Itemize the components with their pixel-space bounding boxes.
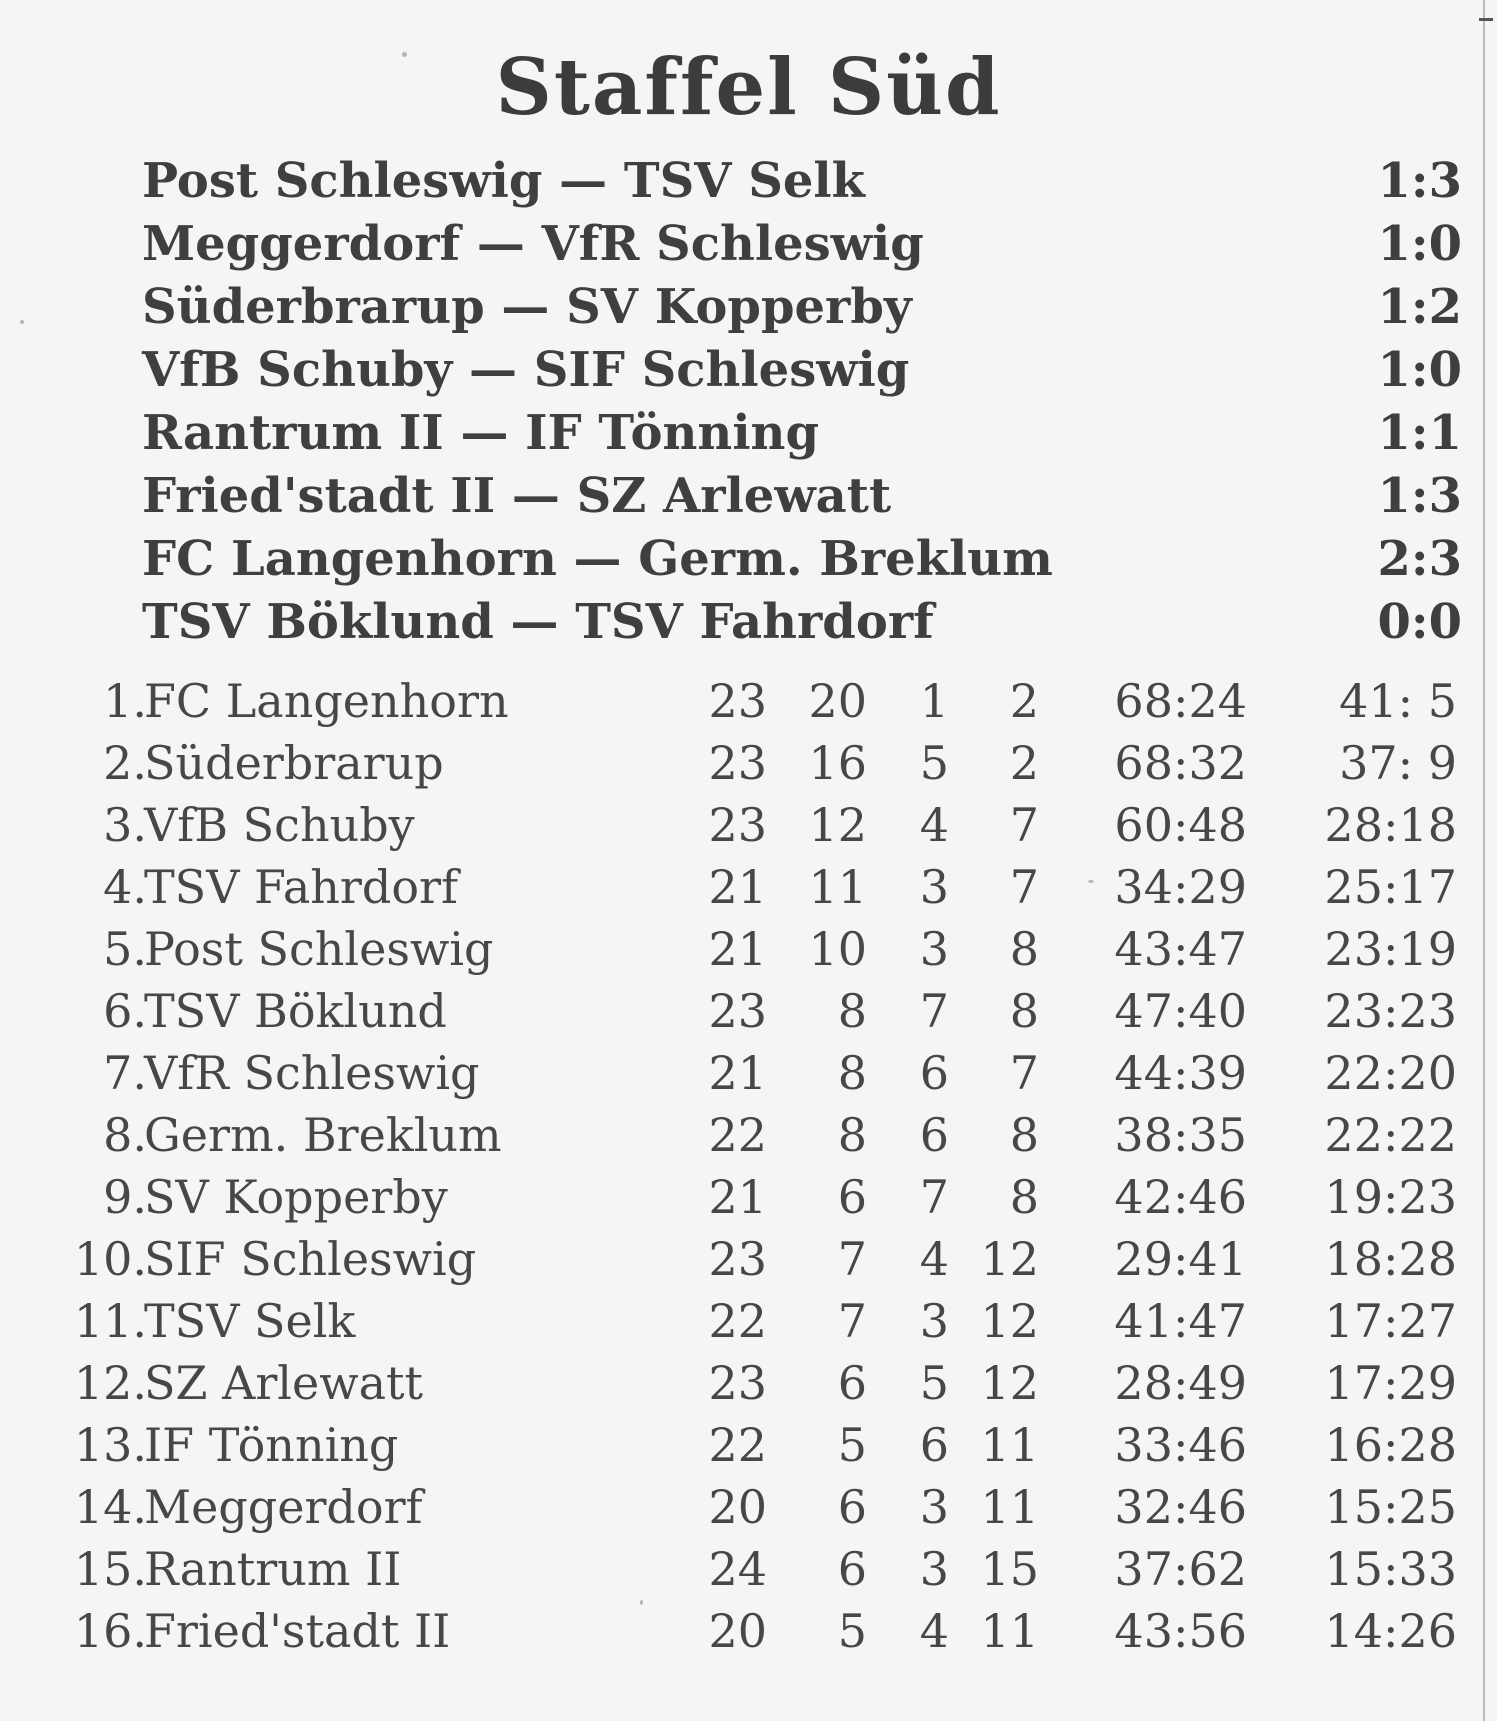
- result-fixture: Rantrum II — IF Tönning: [142, 405, 820, 461]
- standing-won: 16: [808, 736, 867, 790]
- result-score: 1:2: [1377, 279, 1462, 335]
- standing-rank: 8.: [103, 1108, 147, 1162]
- standing-rank: 3.: [103, 798, 147, 852]
- standing-goals: 44:39: [1114, 1046, 1247, 1100]
- result-score: 1:3: [1377, 468, 1462, 524]
- standing-lost: 2: [1009, 736, 1039, 790]
- standing-team: SIF Schleswig: [144, 1232, 477, 1286]
- standing-played: 22: [708, 1108, 767, 1162]
- result-fixture: Fried'stadt II — SZ Arlewatt: [142, 468, 892, 524]
- result-row: [142, 402, 1462, 465]
- standing-team: IF Tönning: [144, 1418, 399, 1472]
- table-row: [0, 1228, 1497, 1290]
- standing-points: 22:20: [1324, 1046, 1457, 1100]
- table-row: [0, 1538, 1497, 1600]
- standing-drawn: 3: [919, 922, 949, 976]
- standing-lost: 8: [1009, 1108, 1039, 1162]
- standing-points: 37: 9: [1339, 736, 1457, 790]
- result-row: [142, 591, 1462, 654]
- standing-drawn: 6: [919, 1046, 949, 1100]
- standing-played: 22: [708, 1294, 767, 1348]
- table-row: [0, 1414, 1497, 1476]
- standing-rank: 1.: [103, 674, 147, 728]
- standing-rank: 11.: [73, 1294, 147, 1348]
- standing-points: 23:23: [1324, 984, 1457, 1038]
- standing-goals: 33:46: [1114, 1418, 1247, 1472]
- standing-goals: 43:47: [1114, 922, 1247, 976]
- standing-points: 28:18: [1324, 798, 1457, 852]
- standing-won: 12: [808, 798, 867, 852]
- standing-goals: 37:62: [1114, 1542, 1247, 1596]
- scan-speck: [20, 320, 24, 324]
- standing-goals: 34:29: [1114, 860, 1247, 914]
- table-row: [0, 1166, 1497, 1228]
- standing-played: 20: [708, 1480, 767, 1534]
- standing-won: 5: [837, 1604, 867, 1658]
- table-row: [0, 670, 1497, 732]
- standing-lost: 7: [1009, 860, 1039, 914]
- standing-lost: 12: [980, 1232, 1039, 1286]
- page-title: Staffel Süd: [495, 42, 1002, 133]
- standing-goals: 42:46: [1114, 1170, 1247, 1224]
- result-score: 1:0: [1377, 342, 1462, 398]
- standing-rank: 16.: [73, 1604, 147, 1658]
- standing-lost: 11: [980, 1480, 1039, 1534]
- standing-team: Germ. Breklum: [144, 1108, 502, 1162]
- standing-rank: 13.: [73, 1418, 147, 1472]
- standing-rank: 5.: [103, 922, 147, 976]
- standing-won: 6: [837, 1356, 867, 1410]
- table-row: [0, 1476, 1497, 1538]
- standing-points: 16:28: [1324, 1418, 1457, 1472]
- result-score: 1:1: [1377, 405, 1462, 461]
- result-row: [142, 528, 1462, 591]
- standing-drawn: 4: [919, 798, 949, 852]
- standing-lost: 8: [1009, 984, 1039, 1038]
- standing-team: VfR Schleswig: [144, 1046, 480, 1100]
- standing-team: Rantrum II: [144, 1542, 402, 1596]
- standing-rank: 15.: [73, 1542, 147, 1596]
- standing-lost: 11: [980, 1604, 1039, 1658]
- standing-rank: 4.: [103, 860, 147, 914]
- standing-points: 23:19: [1324, 922, 1457, 976]
- standing-team: Post Schleswig: [144, 922, 494, 976]
- result-fixture: VfB Schuby — SIF Schleswig: [142, 342, 910, 398]
- standing-goals: 29:41: [1114, 1232, 1247, 1286]
- table-row: [0, 856, 1497, 918]
- result-row: [142, 276, 1462, 339]
- standing-drawn: 3: [919, 1480, 949, 1534]
- standing-team: Meggerdorf: [144, 1480, 423, 1534]
- standing-played: 23: [708, 674, 767, 728]
- standing-lost: 11: [980, 1418, 1039, 1472]
- standing-goals: 68:24: [1114, 674, 1247, 728]
- standing-played: 20: [708, 1604, 767, 1658]
- standing-lost: 12: [980, 1356, 1039, 1410]
- standing-rank: 12.: [73, 1356, 147, 1410]
- standing-drawn: 6: [919, 1108, 949, 1162]
- table-row: [0, 1042, 1497, 1104]
- result-fixture: TSV Böklund — TSV Fahrdorf: [142, 594, 934, 650]
- standing-won: 20: [808, 674, 867, 728]
- standing-played: 21: [708, 1170, 767, 1224]
- standing-rank: 7.: [103, 1046, 147, 1100]
- standing-won: 11: [808, 860, 867, 914]
- result-fixture: Post Schleswig — TSV Selk: [142, 153, 865, 209]
- standing-won: 6: [837, 1480, 867, 1534]
- standing-won: 8: [837, 1046, 867, 1100]
- standing-drawn: 4: [919, 1232, 949, 1286]
- standing-played: 23: [708, 1232, 767, 1286]
- standing-won: 7: [837, 1232, 867, 1286]
- result-fixture: FC Langenhorn — Germ. Breklum: [142, 531, 1053, 587]
- standing-lost: 7: [1009, 798, 1039, 852]
- standing-points: 14:26: [1324, 1604, 1457, 1658]
- standing-rank: 14.: [73, 1480, 147, 1534]
- standing-goals: 28:49: [1114, 1356, 1247, 1410]
- standing-drawn: 6: [919, 1418, 949, 1472]
- table-row: [0, 918, 1497, 980]
- scan-edge-mark: [1479, 18, 1493, 21]
- standing-played: 24: [708, 1542, 767, 1596]
- result-row: [142, 465, 1462, 528]
- standing-drawn: 7: [919, 984, 949, 1038]
- standing-won: 10: [808, 922, 867, 976]
- standing-points: 25:17: [1324, 860, 1457, 914]
- standing-goals: 60:48: [1114, 798, 1247, 852]
- standing-won: 7: [837, 1294, 867, 1348]
- standing-drawn: 3: [919, 860, 949, 914]
- standing-won: 6: [837, 1170, 867, 1224]
- standing-played: 23: [708, 1356, 767, 1410]
- standing-team: FC Langenhorn: [144, 674, 509, 728]
- standing-rank: 10.: [73, 1232, 147, 1286]
- standing-rank: 9.: [103, 1170, 147, 1224]
- standing-team: TSV Selk: [144, 1294, 356, 1348]
- standing-team: SZ Arlewatt: [144, 1356, 424, 1410]
- standing-points: 18:28: [1324, 1232, 1457, 1286]
- standing-points: 15:33: [1324, 1542, 1457, 1596]
- standing-played: 21: [708, 922, 767, 976]
- standing-lost: 2: [1009, 674, 1039, 728]
- table-row: [0, 1290, 1497, 1352]
- standing-rank: 6.: [103, 984, 147, 1038]
- standing-lost: 15: [980, 1542, 1039, 1596]
- standing-team: TSV Böklund: [144, 984, 447, 1038]
- standing-points: 17:27: [1324, 1294, 1457, 1348]
- standing-team: Süderbrarup: [144, 736, 444, 790]
- standing-drawn: 7: [919, 1170, 949, 1224]
- standing-won: 5: [837, 1418, 867, 1472]
- standing-played: 21: [708, 1046, 767, 1100]
- table-row: [0, 732, 1497, 794]
- standing-played: 23: [708, 798, 767, 852]
- standing-drawn: 1: [919, 674, 949, 728]
- standing-drawn: 5: [919, 736, 949, 790]
- table-row: [0, 980, 1497, 1042]
- standing-points: 41: 5: [1339, 674, 1457, 728]
- standing-team: SV Kopperby: [144, 1170, 448, 1224]
- standing-won: 8: [837, 984, 867, 1038]
- standing-goals: 38:35: [1114, 1108, 1247, 1162]
- standing-lost: 12: [980, 1294, 1039, 1348]
- result-score: 1:3: [1377, 153, 1462, 209]
- standing-won: 8: [837, 1108, 867, 1162]
- standings-table: [0, 670, 1497, 1662]
- standing-won: 6: [837, 1542, 867, 1596]
- standing-points: 19:23: [1324, 1170, 1457, 1224]
- result-score: 1:0: [1377, 216, 1462, 272]
- result-score: 2:3: [1377, 531, 1462, 587]
- standing-drawn: 5: [919, 1356, 949, 1410]
- standing-lost: 8: [1009, 922, 1039, 976]
- result-row: [142, 150, 1462, 213]
- table-row: [0, 1600, 1497, 1662]
- standing-team: Fried'stadt II: [144, 1604, 451, 1658]
- standing-lost: 8: [1009, 1170, 1039, 1224]
- standing-drawn: 4: [919, 1604, 949, 1658]
- standing-team: VfB Schuby: [144, 798, 415, 852]
- match-results-list: [142, 150, 1462, 654]
- standing-points: 22:22: [1324, 1108, 1457, 1162]
- result-row: [142, 339, 1462, 402]
- standing-goals: 41:47: [1114, 1294, 1247, 1348]
- standing-played: 23: [708, 984, 767, 1038]
- standing-drawn: 3: [919, 1542, 949, 1596]
- result-row: [142, 213, 1462, 276]
- standing-goals: 32:46: [1114, 1480, 1247, 1534]
- table-row: [0, 1352, 1497, 1414]
- standing-points: 17:29: [1324, 1356, 1457, 1410]
- standing-goals: 68:32: [1114, 736, 1247, 790]
- standing-played: 21: [708, 860, 767, 914]
- standing-goals: 47:40: [1114, 984, 1247, 1038]
- standing-drawn: 3: [919, 1294, 949, 1348]
- standing-lost: 7: [1009, 1046, 1039, 1100]
- standing-played: 22: [708, 1418, 767, 1472]
- result-fixture: Meggerdorf — VfR Schleswig: [142, 216, 924, 272]
- table-row: [0, 794, 1497, 856]
- standing-played: 23: [708, 736, 767, 790]
- table-row: [0, 1104, 1497, 1166]
- result-fixture: Süderbrarup — SV Kopperby: [142, 279, 912, 335]
- result-score: 0:0: [1377, 594, 1462, 650]
- standing-rank: 2.: [103, 736, 147, 790]
- standing-team: TSV Fahrdorf: [144, 860, 459, 914]
- standing-goals: 43:56: [1114, 1604, 1247, 1658]
- standing-points: 15:25: [1324, 1480, 1457, 1534]
